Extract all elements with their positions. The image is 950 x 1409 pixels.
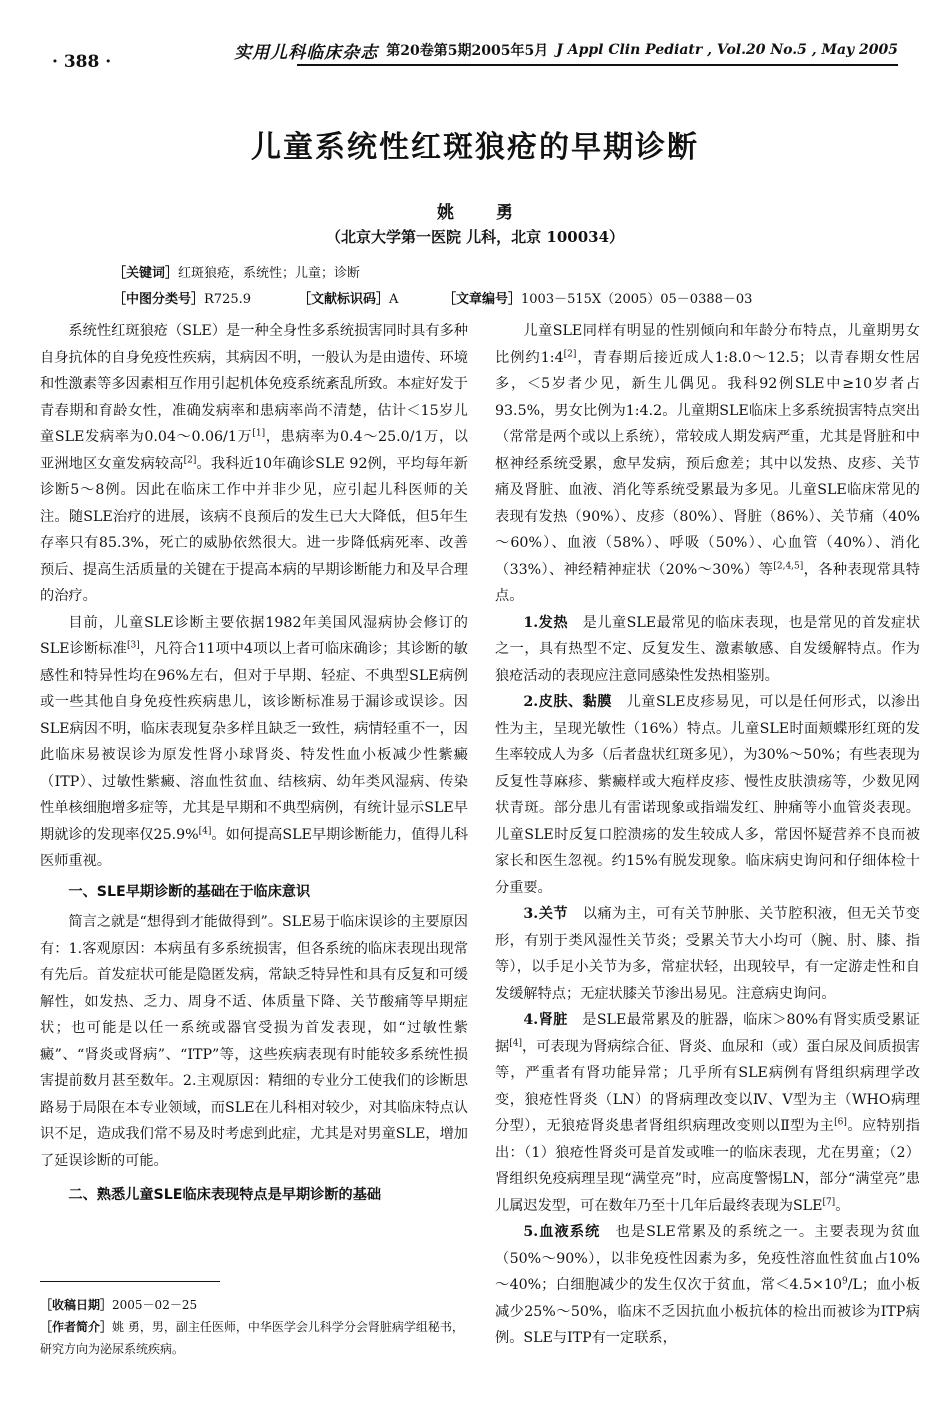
text-span: 目前，儿童SLE诊断主要依据1982年美国风湿病协会修订的SLE诊断标准 [40,614,468,657]
citation: [2,4,5] [773,560,804,571]
author-bio-text: 姚 勇，男，副主任医师，中华医学会儿科学分会肾脏病学组秘书，研究方向为泌尿系统疾病。 [40,1320,464,1356]
text-span: 是SLE最常累及的脏器，临床＞80%有肾实质受累证据 [495,1012,920,1055]
article-id-cell [443,288,752,307]
exponent: 9 [841,1276,848,1287]
item-heading: 4.肾脏 [523,1012,568,1028]
text-span: ，各种表现常具特点。 [495,561,920,604]
text-span: /L；血小板减少25%～50%，临床不乏因抗血小板抗体的检出而被诊为ITP病例。SLE与ITP有一定联系， [495,1277,921,1346]
right-column [495,318,920,1383]
issue-info: 第20卷第5期2005年5月 [386,43,549,59]
text-span: ，凡符合11项中4项以上者可临床确诊；其诊断的敏感性和特异性均在96%左右，但对于早期、轻症、不典型SLE病例或一些其他自身免疫性疾病患儿，该诊断标准易于漏诊或误诊。因SLE病因不明，临床表现复杂多样且缺乏一致性，病情轻重不一，因此临床易被误诊为原发性肾小球肾炎、特发性血小板减少性紫癜（ITP）、过敏性紫癜、溶血性贫血、结核病、幼年类风湿病、传染性单核细胞增多症等，尤其是早期和不典型病例，有统计显示SLE早期就诊的发现率仅25.9% [40,641,468,843]
clc-cell [113,288,251,307]
demographics-paragraph [495,318,920,610]
item-heading: 3.关节 [523,906,569,922]
section-heading-2: 二、熟悉儿童SLE临床表现特点是早期诊断的基础 [68,1187,382,1203]
text-span: 。我科近10年确诊SLE 92例，平均每年新诊断5～8例。因此在临床工作中并非少见，应引起儿科医师的关注。随SLE治疗的进展，该病不良预后的发生已大大降低，但5年生存率只有85.3%，死亡的威胁依然很大。进一步降低病死率、改善预后、提高生活质量的关键在于提高本病的早期诊断能力和及早合理的治疗。 [40,455,468,604]
keywords-line [113,262,360,281]
running-head [234,38,898,63]
item-heading: 1.发热 [523,614,568,631]
citation: [3] [126,640,140,651]
received-date [40,1294,468,1316]
item-heading: 2.皮肤、黏膜 [523,694,612,710]
text-span: 儿童SLE同样有明显的性别倾向和年龄分布特点，儿童期男女比例约1:4 [495,323,920,366]
text-span: 。应特别指出：（1）狼疮性肾炎可是首发或唯一的临床表现，尤在男童；（2）肾组织免疫病理呈现“满堂亮”时，应高度警惕LN，部分“满堂亮”患儿属迟发型，可在数年乃至十几年后最终表现为SLE [495,1118,920,1214]
citation: [7] [822,1196,836,1207]
text-span: 系统性红斑狼疮（SLE）是一种全身性多系统损害同时具有多种自身抗体的自身免疫性疾病，其病因不明，一般认为是由遗传、环境和性激素等多因素相互作用引起机体免疫系统紊乱所致。本症好发于青春期和育龄女性，准确发病率和患病率尚不清楚，估计＜15岁儿童SLE发病率为0.04～0.06/1万 [40,323,468,445]
author-affiliation: （北京大学第一医院 儿科，北京 100034） [325,228,625,246]
citation: [4] [198,825,212,836]
citation: [4] [509,1037,522,1048]
text-span: 也是SLE常累及的系统之一。主要表现为贫血（50%～90%），以非免疫性因素为多，免疫性溶血性贫血占10%～40%；白细胞减少的发生仅次于贫血，常＜4.5×10 [495,1224,921,1293]
text-span: 是儿童SLE最常见的临床表现，也是常见的首发症状之一，具有热型不定、反复发生、激素敏感、自发缓解特点。作为狼疮活动的表现应注意同感染性发热相鉴别。 [495,614,921,684]
header-rule [297,64,898,66]
doc-code-cell [298,288,398,307]
blood-paragraph [495,1219,920,1352]
footnote-rule [40,1281,220,1282]
keywords-label: ［关键词］ [113,266,179,281]
clc-label: ［中图分类号］ [113,292,205,307]
received-label: ［收稿日期］ [40,1298,113,1312]
author-bio [40,1316,468,1360]
article-id-label: ［文章编号］ [443,292,522,307]
page-number: · 388 · [52,52,112,72]
left-column [40,318,468,1268]
text-span: ，患病率为0.4～25.0/1万，以亚洲地区女童发病较高 [40,429,468,472]
fever-paragraph [495,610,920,690]
clinical-awareness-paragraph: 简言之就是“想得到才能做得到”。SLE易于临床误诊的主要原因有：1.客观原因：本病虽有多系统损害，但各系统的临床表现出现常有先后。首发症状可能是隐匿发病，常缺乏特异性和具有反复和可缓解性，如发热、乏力、周身不适、体质量下降、关节酸痛等早期症状；也可能是以任一系统或器官受损为首发表现，如“过敏性紫癜”、“肾炎或肾病”、“ITP”等，这些疾病表现有时能较多系统性损害提前数月甚至数年。2.主观原因：精细的专业分工使我们的诊断思路易于局限在本专业领域，而SLE在儿科相对较少，对其临床特点认识不足，造成我们常不易及时考虑到此症，尤其是对男童SLE，增加了延误诊断的可能。 [40,914,468,1169]
footnotes [40,1294,468,1360]
clc-value: R725.9 [204,292,252,307]
article-title: 儿童系统性红斑狼疮的早期诊断 [251,130,699,165]
doc-code-value: A [389,292,399,307]
section-heading-1: 一、SLE早期诊断的基础在于临床意识 [68,883,311,900]
text-span: 以痛为主，可有关节肿胀、关节腔积液，但无关节变形，有别于类风湿性关节炎；受累关节大小均可（腕、肘、膝、指等），以手足小关节为多，常症状轻，出现较早，有一定游走性和自发缓解特点；无症状膝关节渗出易见。注意病史询问。 [495,906,920,1002]
diagnosis-paragraph [40,610,468,875]
skin-paragraph [495,689,920,901]
citation: [6] [834,1117,847,1128]
text-span: 。 [835,1197,850,1214]
item-heading: 5.血液系统 [523,1224,601,1240]
joint-paragraph [495,901,920,1007]
author-name: 姚 勇 [437,203,531,223]
citation: [2] [563,348,577,359]
intro-paragraph [40,318,468,610]
author-bio-label: ［作者简介］ [40,1320,113,1334]
text-span: 儿童SLE皮疹易见，可以是任何形式，以渗出性为主，呈现光敏性（16%）特点。儿童SLE时面颊蝶形红斑的发生率较成人为多（后者盘状红斑多见），为30%～50%；有些表现为反复性荨麻疹、紫癜样或大疱样皮疹、慢性皮肤溃疡等，少数见网状青斑。部分患儿有雷诺现象或指端发红、肿痛等小血管炎表现。儿童SLE时反复口腔溃疡的发生较成人多，常因怀疑营养不良而被家长和医生忽视。约15%有脱发现象。临床病史询问和仔细体检十分重要。 [495,694,921,896]
text-span: 。如何提高SLE早期诊断能力，值得儿科医师重视。 [40,826,469,869]
text-span: ，可表现为肾病综合征、肾炎、血尿和（或）蛋白尿及间质损害等，严重者有肾功能异常；几乎所有SLE病例有肾组织病理学改变，狼疮性肾炎（LN）的肾病理改变以Ⅳ、Ⅴ型为主（WHO病理分型），无狼疮肾炎患者肾组织病理改变则以Ⅱ型为主 [495,1038,920,1134]
kidney-paragraph [495,1007,920,1219]
article-id-value: 1003－515X（2005）05－0388－03 [521,292,753,307]
doc-code-label: ［文献标识码］ [298,292,390,307]
journal-logo: 实用儿科临床杂志 [234,42,379,63]
citation: [2] [183,454,197,465]
citation: [1] [252,428,266,439]
journal-english: J Appl Clin Pediatr , Vol.20 No.5 , May 2005 [556,42,898,58]
received-value: 2005－02－25 [112,1298,198,1312]
keywords-text: 红斑狼疮，系统性；儿童；诊断 [178,266,361,281]
text-span: ，青春期后接近成人1:8.0～12.5；以青春期女性居多，＜5岁者少见，新生儿偶见。我科92例SLE中≥10岁者占93.5%，男女比例为1:4.2。儿童期SLE临床上多系统损害特点突出（常常是两个或以上系统），常较成人期发病严重，尤其是肾脏和中枢神经系统受累，愈早发病，预后愈差；其中以发热、皮疹、关节痛及肾脏、血液、消化等系统受累最为多见。儿童SLE临床常见的表现有发热（90%）、皮疹（80%）、肾脏（86%）、关节痛（40%～60%）、血液（58%）、呼吸（50%）、心血管（40%）、消化（33%）、神经精神症状（20%～30%）等 [495,349,920,578]
